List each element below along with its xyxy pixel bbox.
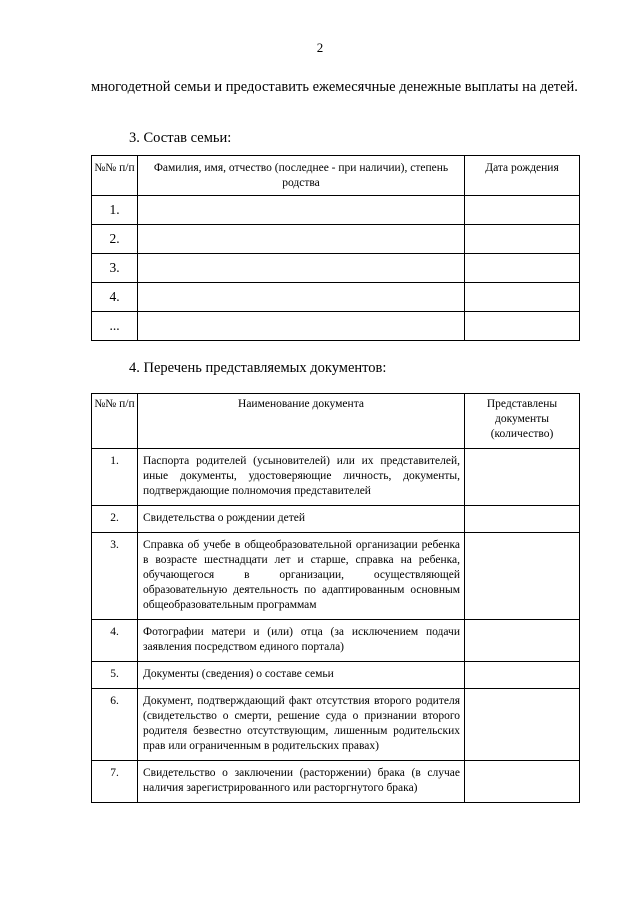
row-number: 4. [92, 620, 138, 662]
birth-date-cell [465, 196, 580, 225]
documents-count-cell [465, 689, 580, 761]
full-name-cell [138, 225, 465, 254]
documents-count-cell [465, 533, 580, 620]
intro-paragraph: многодетной семьи и предоставить ежемесячные денежные выплаты на детей. [91, 79, 578, 95]
row-number: 3. [92, 533, 138, 620]
documents-count-cell [465, 662, 580, 689]
section-3-heading: 3. Состав семьи: [129, 130, 232, 146]
documents-table [91, 393, 580, 803]
row-number: 7. [92, 761, 138, 803]
table-row [92, 196, 580, 225]
column-header-number: №№ п/п [92, 394, 138, 449]
full-name-cell [138, 254, 465, 283]
documents-count-cell [465, 620, 580, 662]
document-name: Фотографии матери и (или) отца (за исключением подачи заявления посредством единого портала) [138, 620, 465, 662]
table-row [92, 689, 580, 761]
table-row [92, 662, 580, 689]
document-name: Документ, подтверждающий факт отсутствия второго родителя (свидетельство о смерти, решение суда о признании второго родителя безвестно отсутствующим, лишенным родительских прав или ограниченным в родительских правах) [138, 689, 465, 761]
table-row [92, 761, 580, 803]
row-number: 1. [92, 449, 138, 506]
row-number: 5. [92, 662, 138, 689]
table-header-row [92, 156, 580, 196]
table-row [92, 533, 580, 620]
table-row [92, 506, 580, 533]
section-4-heading: 4. Перечень представляемых документов: [129, 360, 387, 376]
table-row [92, 225, 580, 254]
column-header-documents-count: Представлены документы (количество) [465, 394, 580, 449]
row-number: 2. [92, 225, 138, 254]
documents-count-cell [465, 506, 580, 533]
document-name: Свидетельства о рождении детей [138, 506, 465, 533]
row-number: 1. [92, 196, 138, 225]
table-header-row [92, 394, 580, 449]
birth-date-cell [465, 254, 580, 283]
document-name: Документы (сведения) о составе семьи [138, 662, 465, 689]
full-name-cell [138, 196, 465, 225]
column-header-full-name: Фамилия, имя, отчество (последнее - при наличии), степень родства [138, 156, 465, 196]
documents-count-cell [465, 449, 580, 506]
full-name-cell [138, 283, 465, 312]
column-header-document-name: Наименование документа [138, 394, 465, 449]
table-row [92, 312, 580, 341]
row-number: ... [92, 312, 138, 341]
table-row [92, 254, 580, 283]
row-number: 4. [92, 283, 138, 312]
document-name: Паспорта родителей (усыновителей) или их представителей, иные документы, удостоверяющие личность, документы, подтверждающие полномочия представителей [138, 449, 465, 506]
row-number: 6. [92, 689, 138, 761]
row-number: 2. [92, 506, 138, 533]
document-name: Справка об учебе в общеобразовательной организации ребенка в возрасте шестнадцати лет и старше, справка на ребенка, обучающегося в организации, осуществляющей образовательную деятельность по адаптированным основным общеобразовательным программам [138, 533, 465, 620]
column-header-number: №№ п/п [92, 156, 138, 196]
table-row [92, 449, 580, 506]
table-row [92, 283, 580, 312]
birth-date-cell [465, 283, 580, 312]
birth-date-cell [465, 225, 580, 254]
family-composition-table [91, 155, 580, 341]
column-header-birth-date: Дата рождения [465, 156, 580, 196]
row-number: 3. [92, 254, 138, 283]
page-number: 2 [316, 40, 324, 55]
birth-date-cell [465, 312, 580, 341]
document-name: Свидетельство о заключении (расторжении) брака (в случае наличия зарегистрированного или расторгнутого брака) [138, 761, 465, 803]
documents-count-cell [465, 761, 580, 803]
table-row [92, 620, 580, 662]
full-name-cell [138, 312, 465, 341]
